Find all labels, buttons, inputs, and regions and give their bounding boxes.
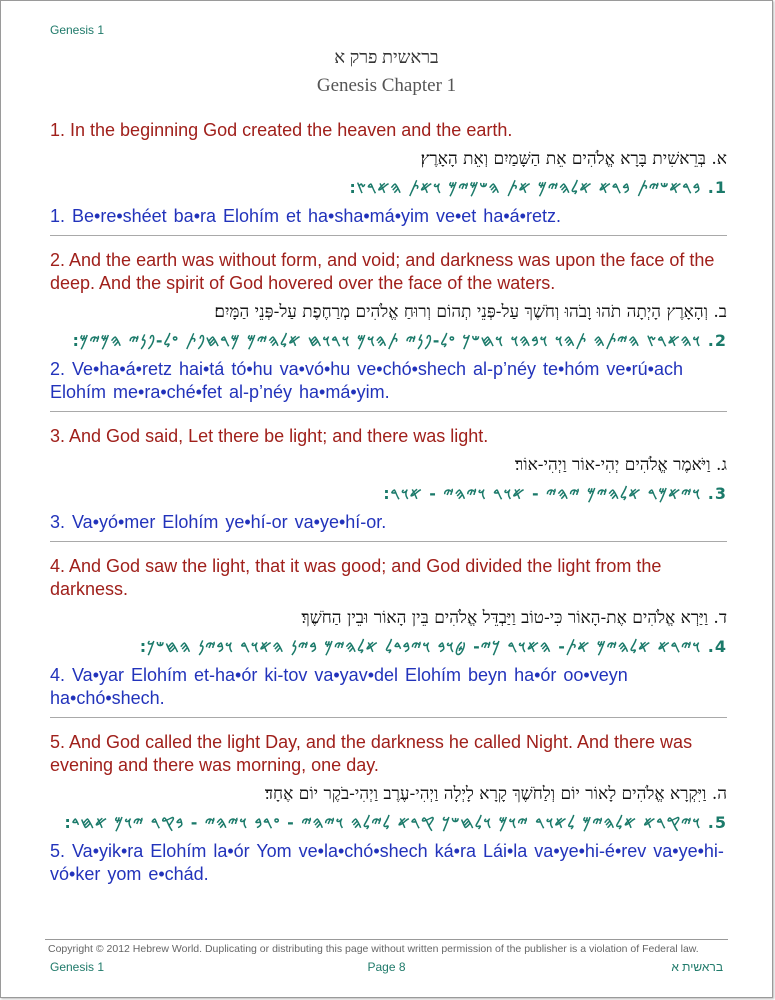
verse-transliteration: 4. Va•yar Elohím et-ha•ór ki-tov va•yav•del Elohím beyn ha•ór oo•veyn ha•chó•shech. bbox=[50, 665, 628, 708]
verse-block-3 bbox=[50, 425, 727, 542]
verse-english: 1. In the beginning God created the heaven and the earth. bbox=[50, 120, 513, 140]
footer-divider bbox=[45, 939, 728, 940]
verse-block-4 bbox=[50, 555, 727, 718]
verse-list bbox=[50, 119, 727, 906]
verse-transliteration: 5. Va•yik•ra Elohím la•ór Yom ve•la•chó•shech ká•ra Lái•la va•ye•hi-é•rev va•ye•hi-vó•ker yom e•chád. bbox=[50, 841, 724, 884]
verse-transliteration: 3. Va•yó•mer Elohím ye•hí-or va•ye•hí-or. bbox=[50, 512, 387, 532]
verse-english: 3. And God said, Let there be light; and there was light. bbox=[50, 426, 489, 446]
verse-hebrew: ב. וְהָאָרֶץ הָיְתָה תֹהוּ וָבֹהוּ וְחֹשֶׁךְ עַל-פְּנֵי תְהוֹם וְרוּחַ אֱלֹהִים מְרַחֶפֶת עַל-פְּנֵי הַמָּיִם׃ bbox=[214, 302, 727, 322]
footer-book-label: Genesis 1 bbox=[50, 960, 105, 974]
verse-hebrew: ה. וַיִּקְרָא אֱלֹהִים לָאוֹר יוֹם וְלַחֹשֶׁךְ קָרָא לָיְלָה וַיְהִי-עֶרֶב וַיְהִי-בֹקֶר יוֹם אֶחָד׃ bbox=[264, 784, 727, 804]
footer-hebrew-label: בראשית א bbox=[671, 960, 723, 974]
verse-block-5 bbox=[50, 731, 727, 893]
verse-transliteration: 2. Ve•ha•á•retz hai•tá tó•hu va•vó•hu ve•chó•shech al-p’néy te•hóm ve•rú•ach Elohím me•ra•ché•fet al-p’néy ha•má•yim. bbox=[50, 359, 683, 402]
page-number: Page 8 bbox=[367, 960, 406, 974]
verse-paleo-hebrew: 1. 𐤁𐤓𐤀𐤔𐤉𐤕 𐤁𐤓𐤀 𐤀𐤋𐤄𐤉𐤌 𐤀𐤕 𐤄𐤔𐤌𐤉𐤌 𐤅𐤀𐤕 𐤄𐤀𐤓𐤑׃ bbox=[349, 178, 727, 197]
verse-english: 2. And the earth was without form, and void; and darkness was upon the face of the deep. And the spirit of God hovered over the face of the waters. bbox=[50, 250, 715, 293]
copyright-notice: Copyright © 2012 Hebrew World. Duplicating or distributing this page without written permission of the publisher is a violation of Federal law. bbox=[48, 943, 699, 955]
verse-block-2 bbox=[50, 249, 727, 412]
verse-paleo-hebrew: 3. 𐤅𐤉𐤀𐤌𐤓 𐤀𐤋𐤄𐤉𐤌 𐤉𐤄𐤉 - 𐤀𐤅𐤓 𐤅𐤉𐤄𐤉 - 𐤀𐤅𐤓׃ bbox=[383, 484, 727, 503]
verse-english: 4. And God saw the light, that it was good; and God divided the light from the darkness. bbox=[50, 556, 662, 599]
english-chapter-title: Genesis Chapter 1 bbox=[316, 75, 457, 96]
running-head: Genesis 1 bbox=[50, 23, 105, 37]
verse-hebrew: ג. וַיֹּאמֶר אֱלֹהִים יְהִי-אוֹר וַיְהִי-אוֹר׃ bbox=[514, 455, 727, 475]
verse-paleo-hebrew: 5. 𐤅𐤉𐤒𐤓𐤀 𐤀𐤋𐤄𐤉𐤌 𐤋𐤀𐤅𐤓 𐤉𐤅𐤌 𐤅𐤋𐤇𐤔𐤊 𐤒𐤓𐤀 𐤋𐤉𐤋𐤄 𐤅𐤉𐤄𐤉 - 𐤏𐤓𐤁 𐤅𐤉𐤄𐤉 - 𐤁𐤒𐤓 𐤉𐤅𐤌 𐤀𐤇𐤃׃ bbox=[64, 813, 727, 832]
verse-paleo-hebrew: 4. 𐤅𐤉𐤓𐤀 𐤀𐤋𐤄𐤉𐤌 𐤀𐤕- 𐤄𐤀𐤅𐤓 𐤊𐤉- 𐤈𐤅𐤁 𐤅𐤉𐤁𐤃𐤋 𐤀𐤋𐤄𐤉𐤌 𐤁𐤉𐤍 𐤄𐤀𐤅𐤓 𐤅𐤁𐤉𐤍 𐤄𐤇𐤔𐤊׃ bbox=[140, 637, 727, 656]
verse-english: 5. And God called the light Day, and the darkness he called Night. And there was evening and there was morning, one day. bbox=[50, 732, 693, 775]
verse-hebrew: א. בְּרֵאשִׁית בָּרָא אֱלֹהִים אֵת הַשָּׁמַיִם וְאֵת הָאָרֶץ׃ bbox=[420, 149, 727, 169]
verse-block-1 bbox=[50, 119, 727, 236]
hebrew-chapter-title: בראשית פרק א bbox=[334, 47, 439, 67]
verse-transliteration: 1. Be•re•shéet ba•ra Elohím et ha•sha•má•yim ve•et ha•á•retz. bbox=[50, 206, 561, 226]
verse-paleo-hebrew: 2. 𐤅𐤄𐤀𐤓𐤑 𐤄𐤉𐤕𐤄 𐤕𐤄𐤅 𐤅𐤁𐤄𐤅 𐤅𐤇𐤔𐤊 𐤏𐤋-𐤐𐤍𐤉 𐤕𐤄𐤅𐤌 𐤅𐤓𐤅𐤇 𐤀𐤋𐤄𐤉𐤌 𐤌𐤓𐤇𐤐𐤕 𐤏𐤋-𐤐𐤍𐤉 𐤄𐤌𐤉𐤌׃ bbox=[72, 331, 727, 350]
verse-hebrew: ד. וַיַּרְא אֱלֹהִים אֶת-הָאוֹר כִּי-טוֹב וַיַּבְדֵּל אֱלֹהִים בֵּין הָאוֹר וּבֵין הַחֹשֶׁךְ׃ bbox=[301, 608, 727, 628]
